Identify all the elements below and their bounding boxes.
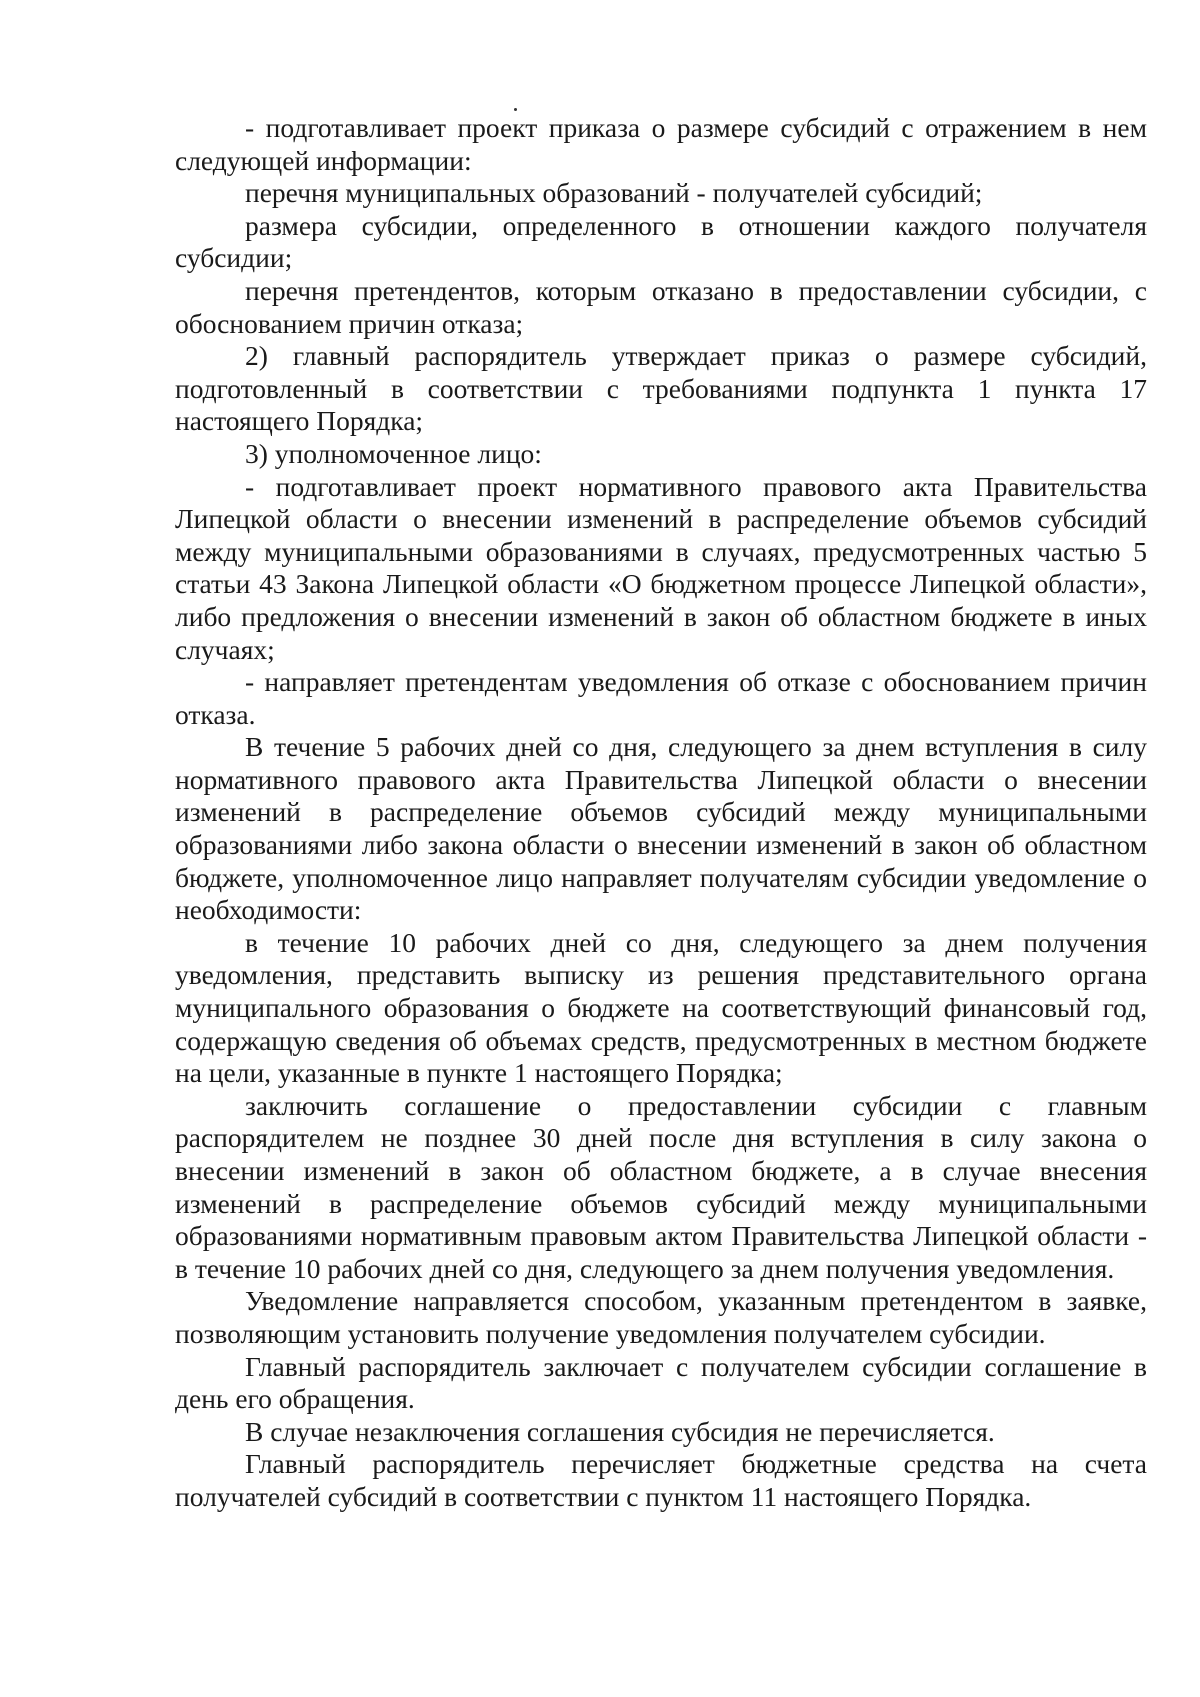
paragraph: Главный распорядитель перечисляет бюджетные средства на счета получателей субсидий в соответствии с пунктом 11 настоящего Порядка. <box>175 1448 1147 1512</box>
paragraph: размера субсидии, определенного в отношении каждого получателя субсидии; <box>175 209 1147 274</box>
paragraph: 3) уполномоченное лицо: <box>245 437 542 469</box>
paragraph: Главный распорядитель заключает с получателем субсидии соглашение в день его обращения. <box>175 1350 1147 1415</box>
document-body <box>175 112 1147 1514</box>
paragraph: перечня претендентов, которым отказано в предоставлении субсидии, с обоснованием причин отказа; <box>175 274 1147 339</box>
paragraph: в течение 10 рабочих дней со дня, следующего за днем получения уведомления, представить выписку из решения представительного органа муниципального образования о бюджете на соответствующий финансовый год, содержащую сведения об объемах средств, предусмотренных в местном бюджете на цели, указанные в пункте 1 настоящего Порядка; <box>175 926 1147 1089</box>
paragraph: Уведомление направляется способом, указанным претендентом в заявке, позволяющим установить получение уведомления получателем субсидии. <box>175 1285 1147 1349</box>
paragraph: - подготавливает проект приказа о размере субсидий с отражением в нем следующей информации: <box>175 112 1147 176</box>
paragraph: - подготавливает проект нормативного правового акта Правительства Липецкой области о внесении изменений в распределение объемов субсидий между муниципальными образованиями в случаях, предусмотренных частью 5 статьи 43 Закона Липецкой области «О бюджетном процессе Липецкой области», либо предложения о внесении изменений в закон об областном бюджете в иных случаях; <box>175 470 1147 665</box>
paragraph: В случае незаключения соглашения субсидия не перечисляется. <box>245 1415 995 1447</box>
paragraph: В течение 5 рабочих дней со дня, следующего за днем вступления в силу нормативного правового акта Правительства Липецкой области о внесении изменений в распределение объемов субсидий между муниципальными образованиями либо закона области о внесении изменений в закон об областном бюджете, уполномоченное лицо направляет получателям субсидии уведомление о необходимости: <box>175 731 1147 926</box>
paragraph: заключить соглашение о предоставлении субсидии с главным распорядителем не позднее 30 дней после дня вступления в силу закона о внесении изменений в закон об областном бюджете, а в случае внесения изменений в распределение объемов субсидий между муниципальными образованиями нормативным правовым актом Правительства Липецкой области - в течение 10 рабочих дней со дня, следующего за днем получения уведомления. <box>175 1089 1147 1284</box>
paragraph: 2) главный распорядитель утверждает приказ о размере субсидий, подготовленный в соответствии с требованиями подпункта 1 пункта 17 настоящего Порядка; <box>175 340 1147 437</box>
scan-speck <box>514 108 517 111</box>
paragraph: - направляет претендентам уведомления об отказе с обоснованием причин отказа. <box>175 666 1147 730</box>
paragraph: перечня муниципальных образований - получателей субсидий; <box>245 177 983 209</box>
